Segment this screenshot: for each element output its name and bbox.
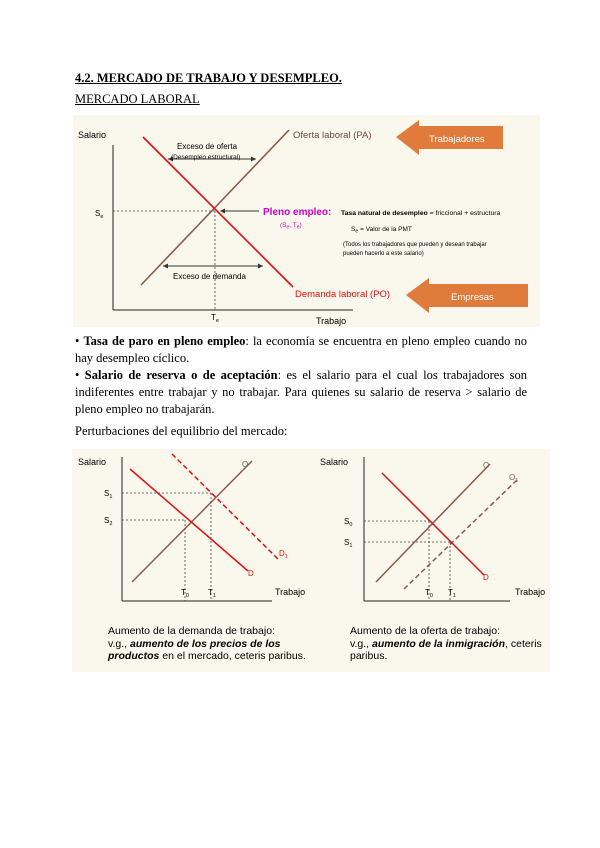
right-o-label: O [483, 461, 490, 470]
left-t1-label: $T_1$ [208, 588, 216, 599]
left-t0-label: $T_0$ [181, 588, 189, 599]
se-tick-label: $S_e$ [95, 209, 104, 220]
right-x-axis-label: Trabajo [515, 587, 546, 597]
left-d-label: D [248, 569, 254, 578]
perturbations-heading: Perturbaciones del equilibrio del mercado: [75, 424, 288, 438]
left-caption: Aumento de la demanda de trabajo: v.g., aumento de los precios de los productos en el mercado, ceteris paribus. [108, 625, 306, 662]
left-s1-label: $S_1$ [104, 489, 113, 500]
left-s0-label: $S_2$ [104, 516, 113, 527]
left-y-axis-label: Salario [78, 457, 107, 467]
left-d1-label: $D_1$ [279, 549, 288, 560]
right-s0-label: $S_0$ [344, 517, 353, 528]
bullet-salario-reserva: • Salario de reserva o de aceptación: es el salario para el cual los trabajadores son indiferentes entre trabajar y no trabajar. Para quienes su salario de reserva > salario de pleno empleo no trabajarán. [75, 368, 527, 416]
right-t0-label: $T_0$ [425, 588, 433, 599]
x-axis-label: Trabajo [316, 316, 347, 326]
excess-demand-label: Exceso de demanda [173, 272, 246, 281]
right-s1-label: $S_1$ [344, 538, 353, 549]
note-line-4: pueden hacerlo a este salario) [343, 251, 424, 257]
y-axis-label: Salario [78, 130, 107, 140]
right-y-axis-label: Salario [320, 457, 349, 467]
bullet-paro-pleno-empleo: • Tasa de paro en pleno empleo: la economía se encuentra en pleno empleo cuando no hay desempleo cíclico. [75, 334, 527, 365]
labour-market-figure [73, 115, 540, 327]
excess-supply-note: (Desempleo estructural) [171, 154, 241, 161]
pmt-note: $S_e$ = Valor de la PMT [351, 226, 412, 235]
left-o-label: O [242, 460, 249, 469]
note-line-3: (Todos los trabajadores que pueden y desean trabajar [343, 242, 487, 248]
demand-label: Demanda laboral (PO) [295, 289, 391, 300]
section-heading: 4.2. MERCADO DE TRABAJO Y DESEMPLEO. [75, 71, 342, 85]
excess-supply-label: Exceso de oferta [177, 142, 238, 151]
supply-label: Oferta laboral (PA) [293, 130, 372, 141]
right-o1-label: $O_1$ [509, 473, 519, 484]
right-caption: Aumento de la oferta de trabajo: v.g., aumento de la inmigración, ceteris paribus. [350, 625, 542, 662]
te-tick-label: $T_e$ [211, 313, 219, 324]
firms-label: Empresas [451, 292, 494, 303]
right-t1-label: $T_1$ [448, 588, 456, 599]
section-subheading: MERCADO LABORAL [75, 92, 200, 106]
right-d-label: D [483, 573, 489, 582]
workers-label: Trabajadores [429, 134, 485, 145]
natural-rate-note: Tasa natural de desempleo = friccional + estructura [341, 210, 501, 217]
left-x-axis-label: Trabajo [275, 587, 306, 597]
full-employment-label: Pleno empleo: [263, 207, 332, 218]
full-employment-coords: ($S_e$, $T_e$) [280, 222, 302, 231]
